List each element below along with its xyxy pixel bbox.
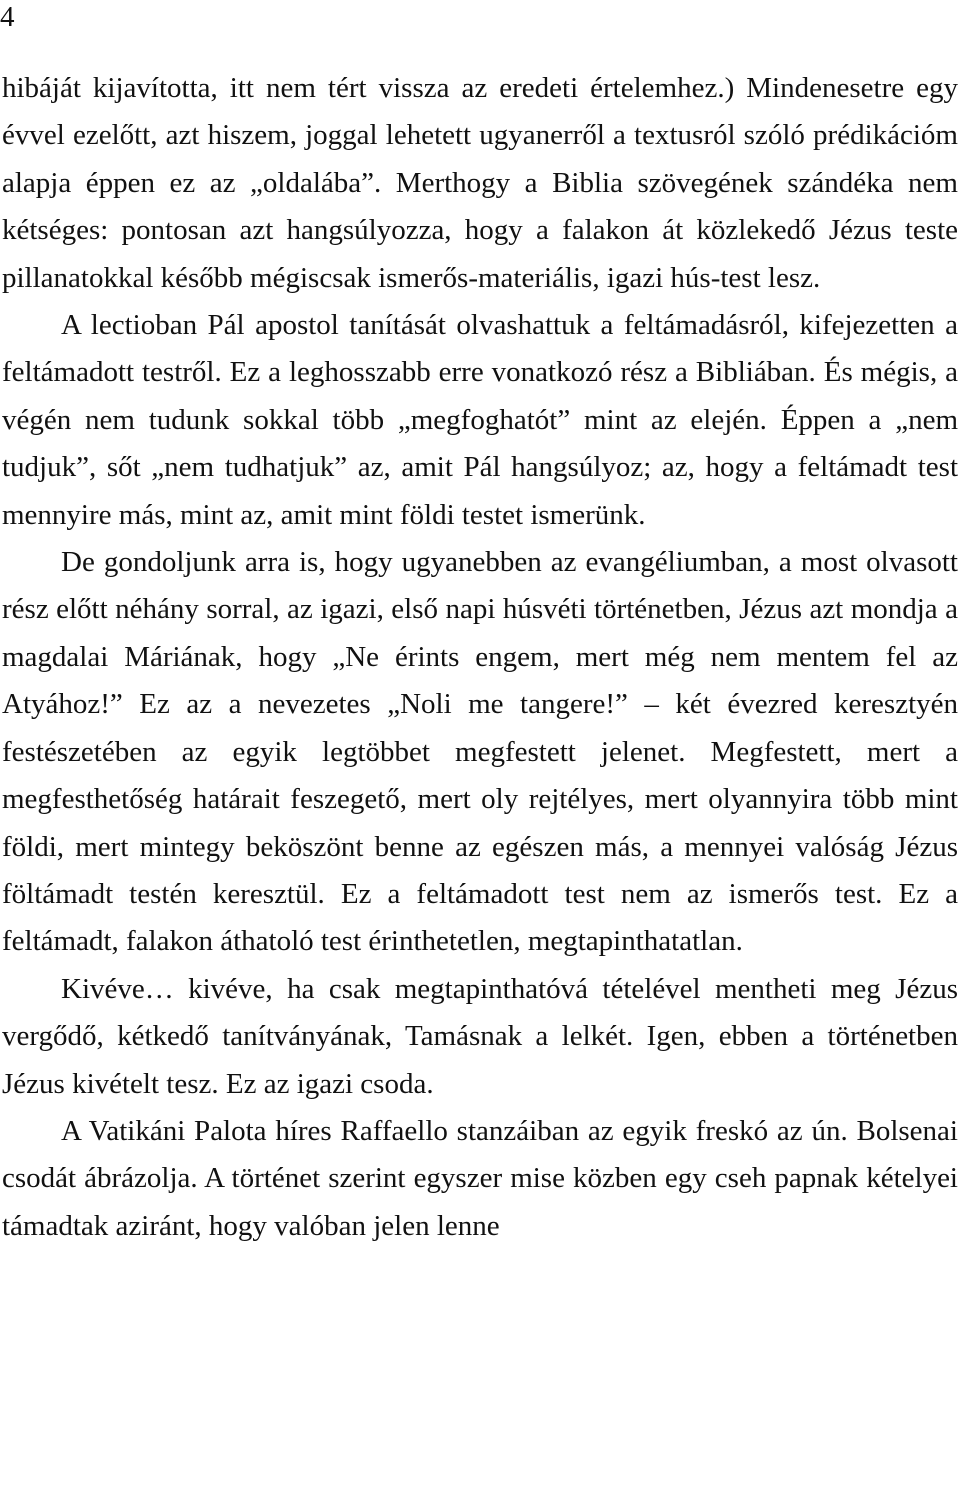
paragraph-5: A Vatikáni Palota híres Raffaello stanzáiban az egyik freskó az ún. Bolsenai csodát ábrázolja. A történet szerint egyszer mise közben egy cseh papnak kételyei támadtak aziránt, hogy valóban jelen lenne <box>2 1114 958 1242</box>
body-text <box>2 65 958 1250</box>
page-number: 4 <box>0 1 15 33</box>
paragraph-4: Kivéve… kivéve, ha csak megtapinthatóvá tételével mentheti meg Jézus vergődő, kétkedő tanítványának, Tamásnak a lelkét. Igen, ebben a történetben Jézus kivételt tesz. Ez az igazi csoda. <box>2 972 958 1100</box>
paragraph-2: A lectioban Pál apostol tanítását olvashattuk a feltámadásról, kifejezetten a feltámadott testről. Ez a leghosszabb erre vonatkozó rész a Bibliában. És mégis, a végén nem tudunk sokkal több „megfoghatót” mint az elején. Éppen a „nem tudjuk”, sőt „nem tudhatjuk” az, amit Pál hangsúlyoz; az, hogy a feltámadt test mennyire más, mint az, amit mint földi testet ismerünk. <box>2 309 958 531</box>
paragraph-1: hibáját kijavította, itt nem tért vissza az eredeti értelemhez.) Mindenesetre egy évvel ezelőtt, azt hiszem, joggal lehetett ugyanerről a textusról szóló prédikációm alapja éppen ez az „oldalába”. Merthogy a Biblia szövegének szándéka nem kétséges: pontosan azt hangsúlyozza, hogy a falakon át közlekedő Jézus teste pillanatokkal később mégiscsak ismerős-materiális, igazi hús-test lesz. <box>2 72 958 294</box>
paragraph-3: De gondoljunk arra is, hogy ugyanebben az evangéliumban, a most olvasott rész előtt néhány sorral, az igazi, első napi húsvéti történetben, Jézus azt mondja a magdalai Máriának, hogy „Ne érints engem, mert még nem mentem fel az Atyához!” Ez az a nevezetes „Noli me tangere!” – két évezred keresztyén festészetében az egyik legtöbbet megfestett jelenet. Megfestett, mert a megfesthetőség határait feszegető, mert oly rejtélyes, mert olyannyira több mint földi, mert mintegy beköszönt benne az egészen más, a mennyei valóság Jézus föltámadt testén keresztül. Ez a feltámadott test nem az ismerős test. Ez a feltámadt, falakon áthatoló test érinthetetlen, megtapinthatatlan. <box>2 546 958 958</box>
